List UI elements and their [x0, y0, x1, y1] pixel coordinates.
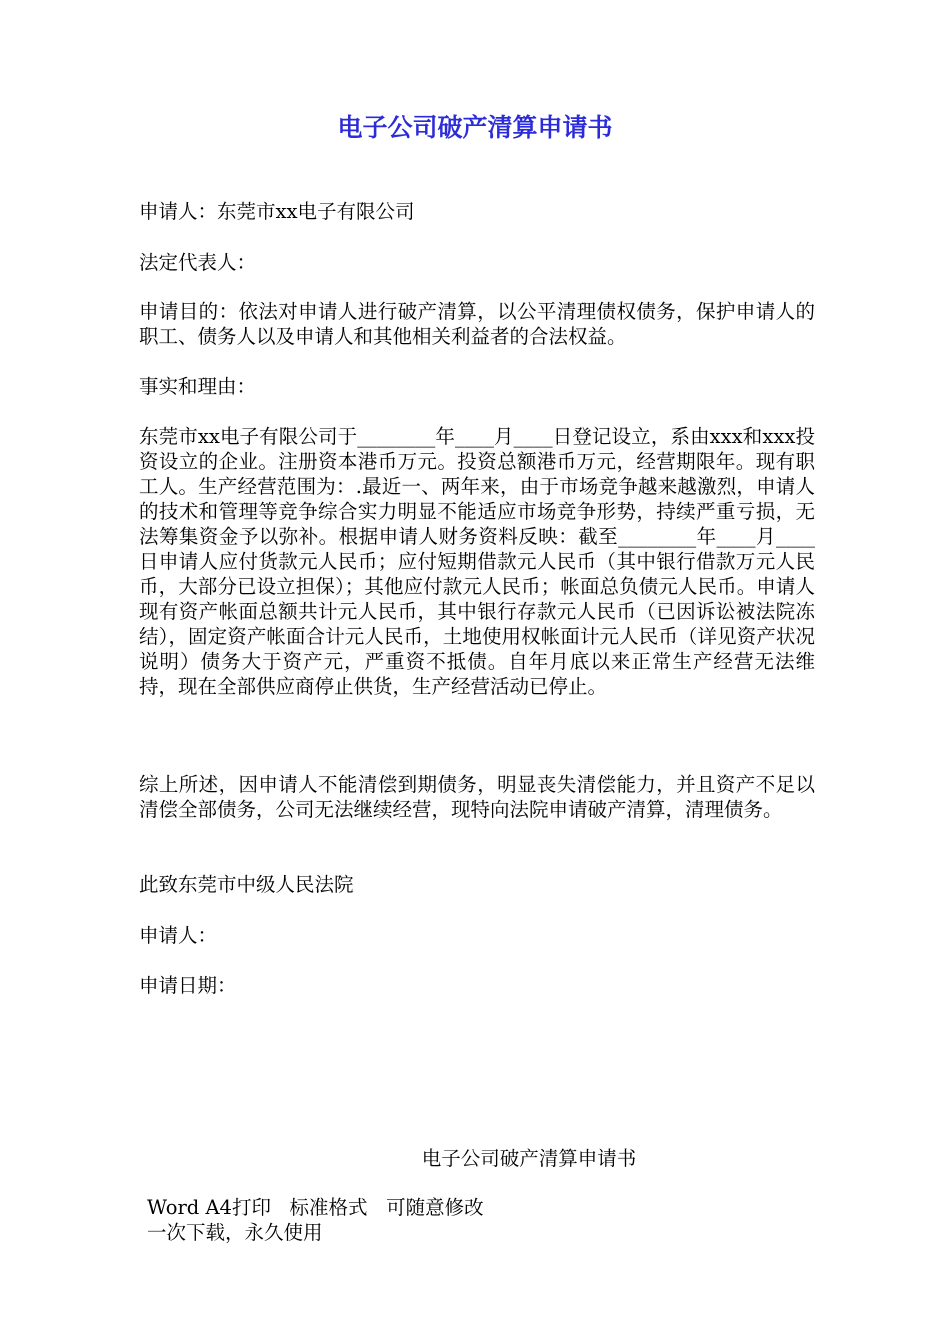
addressee-line: 此致东莞市中级人民法院: [139, 873, 354, 896]
facts-heading: 事实和理由：: [139, 375, 257, 398]
footer-line-download: 一次下载，永久使用: [147, 1221, 323, 1244]
document-title: 电子公司破产清算申请书: [337, 113, 613, 142]
facts-paragraph: 东莞市xx电子有限公司于________年____月____日登记设立，系由xxx和xxx投资设立的企业。注册资本港币万元。投资总额港币万元，经营期限年。现有职工人。生产经营范围为：.最近一、两年来，由于市场竞争越来越激烈，申请人的技术和管理等竞争综合实力明显不能适应市场竞争形势，持续严重亏损，无法筹集资金予以弥补。根据申请人财务资料反映：截至________年____月____日申请人应付货款元人民币；应付短期借款元人民币（其中银行借款万元人民币，大部分已设立担保）；其他应付款元人民币；帐面总负债元人民币。申请人现有资产帐面总额共计元人民币，其中银行存款元人民币（已因诉讼被法院冻结），固定资产帐面合计元人民币，土地使用权帐面计元人民币（详见资产状况说明）债务大于资产元，严重资不抵债。自年月底以来正常生产经营无法维持，现在全部供应商停止供货，生产经营活动已停止。: [139, 425, 815, 698]
signature-applicant-line: 申请人：: [139, 924, 218, 947]
conclusion-paragraph: 综上所述，因申请人不能清偿到期债务，明显丧失清偿能力，并且资产不足以清偿全部债务，公司无法继续经营，现特向法院申请破产清算，清理债务。: [139, 773, 815, 821]
footer-line-format: Word A4打印 标准格式 可随意修改: [147, 1196, 484, 1219]
applicant-line: 申请人：东莞市xx电子有限公司: [139, 200, 415, 223]
legal-representative-line: 法定代表人：: [139, 251, 257, 274]
footer-title: 电子公司破产清算申请书: [421, 1147, 637, 1170]
purpose-paragraph: 申请目的：依法对申请人进行破产清算，以公平清理债权债务，保护申请人的职工、债务人以及申请人和其他相关利益者的合法权益。: [139, 300, 815, 348]
signature-date-line: 申请日期：: [139, 974, 237, 997]
